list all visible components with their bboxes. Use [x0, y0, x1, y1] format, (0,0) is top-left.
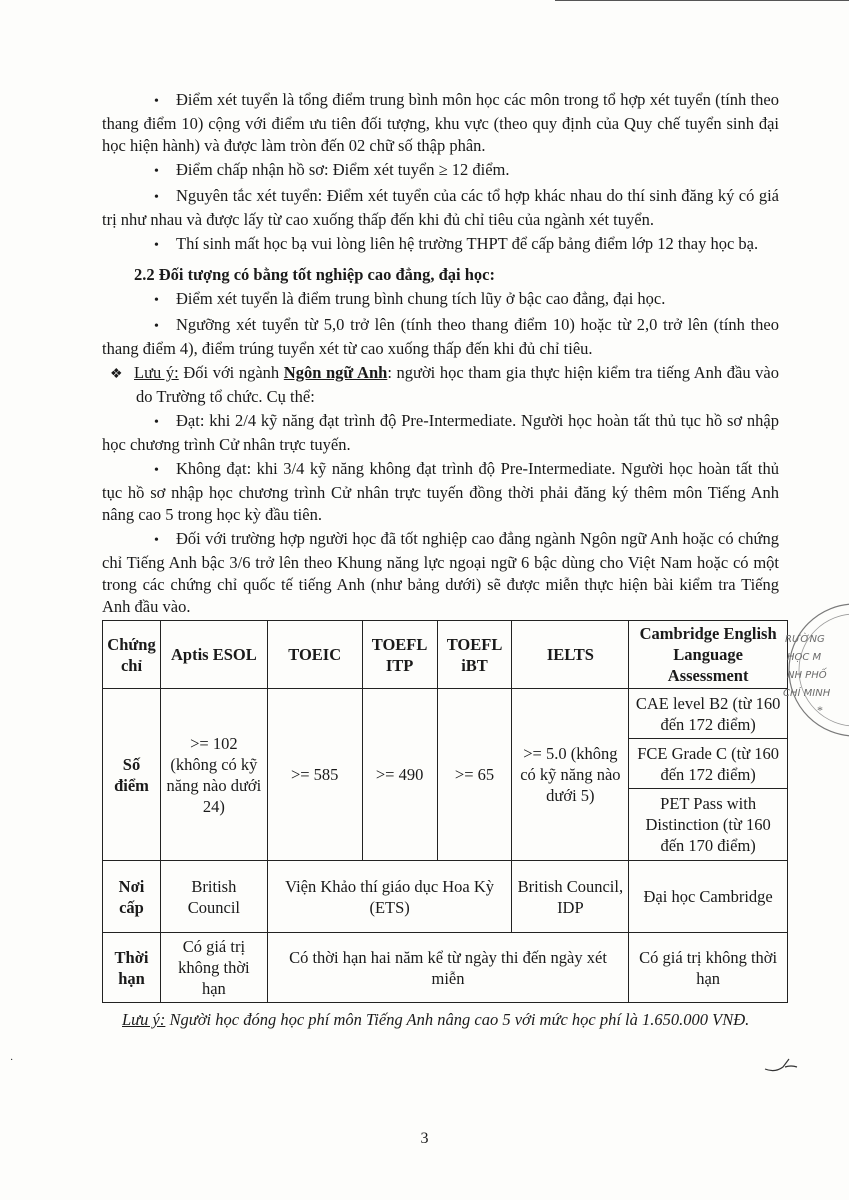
table-cell: CAE level B2 (từ 160 đến 172 điểm) [629, 689, 788, 739]
paragraph-exemption: • Đối với trường hợp người học đã tốt nghiệp cao đẳng ngành Ngôn ngữ Anh hoặc có chứng chỉ Tiếng Anh bậc 3/6 trở lên theo Khung năng lực ngoại ngữ 6 bậc dùng cho Việt Nam hoặc có một trong các chứng chỉ quốc tế tiếng Anh (như bảng dưới) sẽ được miễn thực hiện bài kiểm tra Tiếng Anh đầu vào. [102, 528, 779, 618]
table-cell: >= 102 (không có kỹ năng nào dưới 24) [160, 689, 267, 861]
note-post: : người học tham gia thực hiện kiểm tra tiếng Anh đầu vào do Trường tổ chức. Cụ thể: [136, 363, 780, 406]
table-cell: >= 5.0 (không có kỹ năng nào dưới 5) [512, 689, 629, 861]
table-cell: Có giá trị không thời hạn [160, 933, 267, 1003]
table-cell: British Council, IDP [512, 861, 629, 933]
star-icon: * [817, 703, 823, 717]
note-pre: Đối với ngành [178, 363, 284, 382]
top-border-line [555, 0, 849, 1]
row-label: Số điểm [103, 689, 161, 861]
stamp-seal [777, 600, 849, 745]
table-cell: Có giá trị không thời hạn [629, 933, 788, 1003]
paragraph-pass: • Đạt: khi 2/4 kỹ năng đạt trình độ Pre-Intermediate. Người học hoàn tất thủ tục hồ sơ nhập học chương trình Cử nhân trực tuyến. [102, 410, 779, 456]
header-cell: TOEFL ITP [362, 621, 437, 689]
table-cell: Có thời hạn hai năm kể từ ngày thi đến ngày xét miễn [267, 933, 628, 1003]
margin-dot: · [10, 1055, 14, 1066]
paragraph-selection-principle: • Nguyên tắc xét tuyển: Điểm xét tuyển của các tổ hợp khác nhau do thí sinh đăng ký có giá trị như nhau và được lấy từ cao xuống thấp đến khi đủ chỉ tiêu của ngành xét tuyển. [102, 185, 779, 231]
stamp-text: NH PHỐ [787, 670, 827, 681]
header-cell: TOEIC [267, 621, 362, 689]
header-cell: TOEFL iBT [437, 621, 512, 689]
diamond-bullet-icon: ❖ [110, 367, 123, 382]
note-english-major [110, 362, 779, 408]
page-number: 3 [420, 1130, 429, 1147]
table-row [103, 933, 788, 1003]
paragraph-lost-transcript: • Thí sinh mất học bạ vui lòng liên hệ trường THPT để cấp bảng điểm lớp 12 thay học bạ. [102, 233, 779, 257]
paragraph-admission-score: • Điểm xét tuyển là tổng điểm trung bình môn học các môn trong tổ hợp xét tuyển (tính theo thang điểm 10) cộng với điểm ưu tiên đối tượng, khu vực (theo quy định của Quy chế tuyển sinh đại học hiện hành) và được làm tròn đến 02 chữ số thập phân. [102, 89, 779, 157]
signature-mark-graphic [763, 1055, 799, 1075]
table-cell: >= 490 [362, 689, 437, 861]
table-cell: FCE Grade C (từ 160 đến 172 điểm) [629, 739, 788, 789]
table-row [103, 861, 788, 933]
stamp-seal-graphic [777, 600, 849, 745]
table-cell: British Council [160, 861, 267, 933]
header-cell: Aptis ESOL [160, 621, 267, 689]
table-cell: >= 65 [437, 689, 512, 861]
paragraph-threshold: • Ngưỡng xét tuyển từ 5,0 trở lên (tính theo thang điểm 10) hoặc từ 2,0 trở lên (tính theo thang điểm 4), điểm trúng tuyển xét từ cao xuống thấp đến khi đủ chỉ tiêu. [102, 314, 779, 360]
signature-mark [763, 1055, 799, 1081]
table-cell: Đại học Cambridge [629, 861, 788, 933]
paragraph-fail: • Không đạt: khi 3/4 kỹ năng không đạt trình độ Pre-Intermediate. Người học hoàn tất thủ tục hồ sơ nhập học chương trình Cử nhân trực tuyến đồng thời phải đăng ký thêm môn Tiếng Anh nâng cao 5 trong học kỳ đầu tiên. [102, 458, 779, 526]
note-major: Ngôn ngữ Anh [283, 363, 388, 382]
table-cell: Viện Khảo thí giáo dục Hoa Kỳ (ETS) [267, 861, 512, 933]
paragraph-gpa: • Điểm xét tuyển là điểm trung bình chung tích lũy ở bậc cao đẳng, đại học. [102, 288, 779, 312]
footnote [102, 1009, 779, 1031]
footnote-text: Người học đóng học phí môn Tiếng Anh nâng cao 5 với mức học phí là 1.650.000 VNĐ. [165, 1010, 750, 1029]
row-label: Nơi cấp [103, 861, 161, 933]
paragraph-acceptance-threshold: • Điểm chấp nhận hồ sơ: Điểm xét tuyển ≥ 12 điểm. [102, 159, 779, 183]
row-label: Thời hạn [103, 933, 161, 1003]
header-cell: Chứng chỉ [103, 621, 161, 689]
header-cell: Cambridge English Language Assessment [629, 621, 788, 689]
table-cell: >= 585 [267, 689, 362, 861]
table-row [103, 689, 788, 739]
header-cell: IELTS [512, 621, 629, 689]
certificate-table [102, 620, 788, 1003]
section-heading: 2.2 Đối tượng có bằng tốt nghiệp cao đẳng, đại học: [134, 265, 495, 284]
note-label: Lưu ý: [134, 363, 179, 382]
stamp-text: HỌC M [787, 652, 822, 663]
footnote-label: Lưu ý: [122, 1010, 166, 1029]
document-body [102, 89, 779, 1031]
stamp-text: CHÍ MINH [783, 688, 831, 699]
stamp-text: RƯỜNG [785, 634, 825, 645]
table-header-row [103, 621, 788, 689]
table-cell: PET Pass with Distinction (từ 160 đến 170 điểm) [629, 789, 788, 861]
